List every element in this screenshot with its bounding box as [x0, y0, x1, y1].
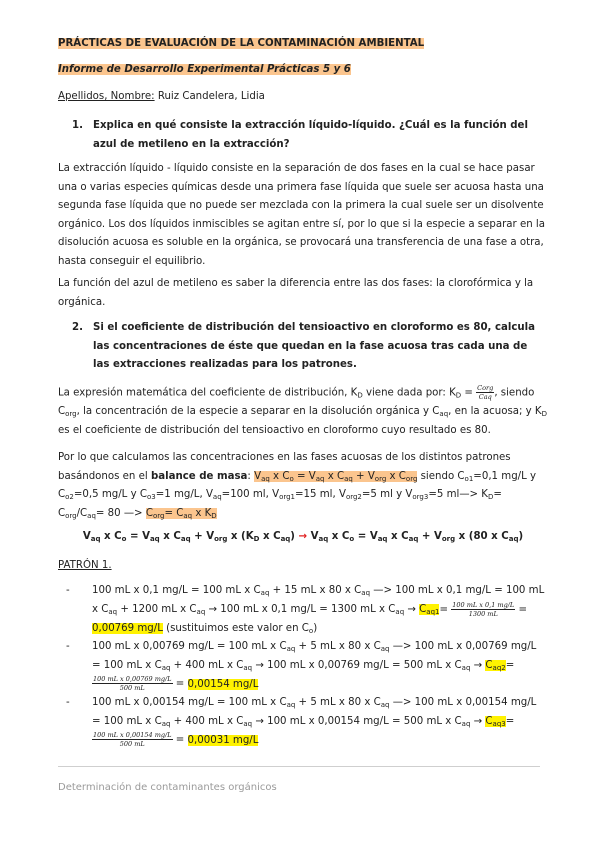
paragraph-distribution-coefficient: La expresión matemática del coeficiente de distribución, $K_D$ viene dada por: $K_D$ = $\frac{\text{Corg}}{\text{Caq}}$ , siendo $C_{org}$, la concentración de la especie a separar en la disolución orgánica y $C_{aq}$, en la acuosa; y $K_D$ es el coeficiente de distribución del tensioactivo en cloroformo cuyo resultado es 80. — [58, 384, 548, 436]
result-caq1: 0,00769 mg/L — [92, 622, 163, 634]
document-title: PRÁCTICAS DE EVALUACIÓN DE LA CONTAMINACIÓN AMBIENTAL — [58, 38, 425, 49]
page-footer: Determinación de contaminantes orgánicos — [58, 782, 277, 793]
corg-formula: $C_{org}= C_{aq}$ x $K_D$ — [145, 507, 217, 520]
header-subtitle-line — [58, 61, 548, 80]
author-label: Apellidos, Nombre: — [58, 91, 155, 102]
arrow-right-icon: → — [294, 531, 311, 542]
author-name: Ruiz Candelera, Lidia — [154, 91, 265, 102]
list-item: - 100 mL x 0,1 mg/L = 100 mL x $C_{aq} + 15$ mL x 80 x $C_{aq}$ —> 100 mL x 0,1 mg/L = 100 mL x $C_{aq} + 1200$ mL x $C_{aq} \to 100$ mL x 0,1 mg/L = 1300 mL x $C_{aq} \to C_{aq1}=$ $\frac{\text{100 mL x 0,1 mg/L}}{1300 mL}$ = 0,00769 mg/L (sustituimos este valor en $C_o$) — [66, 585, 545, 635]
patron-1-steps — [66, 582, 546, 750]
central-equation: $V_{aq}$ x $C_o = V_{aq}$ x $C_{aq} + V_{org}$ x ($K_D$ x $C_{aq}) \to V_{aq}$ x $C_o = V_{aq}$ x $C_{aq} + V_{org}$ x (80 x $C_{aq}$) — [82, 531, 524, 543]
mass-balance-term: balance de masa — [150, 470, 248, 482]
patron-1-heading: PATRÓN 1. — [58, 560, 112, 571]
question-1-text: Explica en qué consiste la extracción líquido-líquido. ¿Cuál es la función del azul de metileno en la extracción? — [93, 120, 528, 150]
question-2 — [72, 319, 542, 375]
paragraph-mass-balance: Por lo que calculamos las concentraciones en las fases acuosas de los distintos patrones basándonos en el balance de masa: $V_{aq}$ x $C_o = V_{aq}$ x $C_{aq} + V_{org}$ x $C_{org}$ siendo $C_{o1}=0,1$ mg/L y $C_{o2}=0,5$ mg/L y $C_{o3}=1$ mg/L, $V_{aq}=100$ ml, $V_{org1}=15$ ml, $V_{org2}=5$ ml y $V_{org3}=5$ ml—> $K_D= C_{org}/C_{aq}= 80$ —> $C_{org}= C_{aq}$ x $K_D$ — [58, 452, 537, 520]
paragraph-methylene-blue: La función del azul de metileno es saber la diferencia entre las dos fases: la clorofórmica y la orgánica. — [58, 278, 534, 308]
list-item: - 100 mL x 0,00769 mg/L = 100 mL x $C_{aq} + 5$ mL x 80 x $C_{aq}$ —> 100 mL x 0,00769 mg/L = 100 mL x $C_{aq} + 400$ mL x $C_{aq} \to 100$ mL x 0,00769 mg/L = 500 mL x $C_{aq} \to C_{aq2}=$ $\frac{\text{100 mL x 0,00769 mg/L}}{500 mL}$ = 0,00154 mg/L — [66, 641, 537, 692]
footer-divider — [58, 766, 540, 767]
question-1 — [72, 117, 542, 154]
mass-balance-formula: $V_{aq}$ x $C_o = V_{aq}$ x $C_{aq} + V_{org}$ x $C_{org}$ — [254, 470, 418, 483]
author-line — [58, 88, 548, 107]
kd-fraction: $\frac{\text{Corg}}{\text{Caq}}$ — [477, 384, 494, 401]
document-subtitle: Informe de Desarrollo Experimental Prácticas 5 y 6 — [58, 64, 351, 75]
question-2-text: Si el coeficiente de distribución del tensioactivo en cloroformo es 80, calcula las concentraciones de éste que quedan en la fase acuosa tras cada una de las extracciones realizadas para los patrones. — [93, 322, 536, 370]
result-caq3: 0,00031 mg/L — [187, 734, 259, 746]
question-2-number: 2. — [72, 322, 83, 333]
header-title-line — [58, 35, 548, 54]
list-item: - 100 mL x 0,00154 mg/L = 100 mL x $C_{aq} + 5$ mL x 80 x $C_{aq}$ —> 100 mL x 0,00154 mg/L = 100 mL x $C_{aq} + 400$ mL x $C_{aq} \to 100$ mL x 0,00154 mg/L = 500 mL x $C_{aq} \to C_{aq3}=$ $\frac{\text{100 mL x 0,00154 mg/L}}{500 mL}$ = 0,00031 mg/L — [66, 697, 537, 748]
paragraph-extraction: La extracción líquido - líquido consiste en la separación de dos fases en la cual se hace pasar una o varias especies químicas desde una primera fase líquida que suele ser acuosa hasta una segunda fase líquida que no puede ser mezclada con la primera la cual suele ser un disolvente orgánico. Los dos líquidos inmiscibles se agitan entre sí, por lo que si la especie a separar en la disolución acuosa es soluble en la orgánica, se provocará una transferencia de una fase a otra, hasta conseguir el equilibrio. — [58, 163, 545, 267]
result-caq2: 0,00154 mg/L — [187, 678, 259, 690]
question-1-number: 1. — [72, 120, 83, 131]
